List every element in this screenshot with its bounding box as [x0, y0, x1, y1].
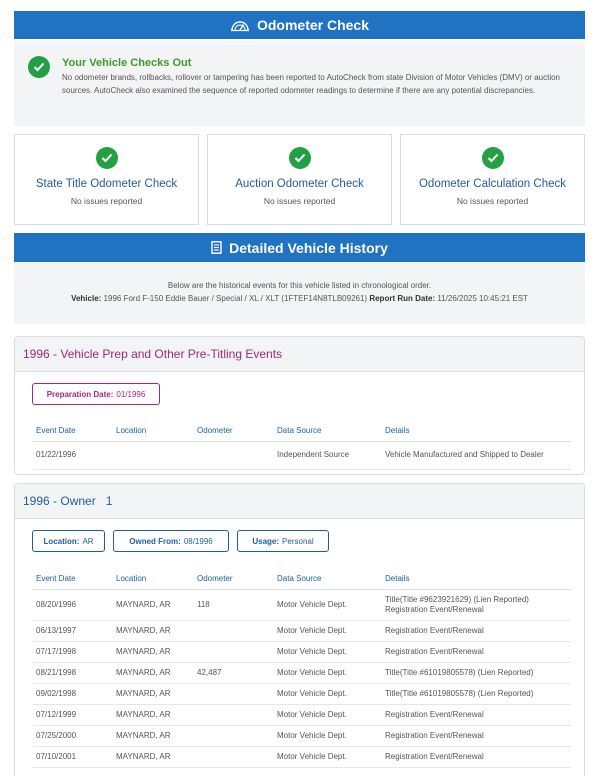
card-title: Auction Odometer Check: [235, 178, 364, 190]
column-header: Data Source: [274, 568, 382, 589]
vehicle-label: Vehicle:: [71, 294, 102, 303]
odometer-check-banner: [14, 11, 585, 39]
history-info: [14, 262, 585, 324]
table-row: 08/21/1998 MAYNARD, AR 42,487 Motor Vehicle Dept. Title(Title #61019805578) (Lien Reported): [33, 662, 571, 683]
section-title: 1996 - Owner 1: [15, 484, 584, 519]
column-header: Event Date: [33, 420, 113, 441]
checks-out-title: Your Vehicle Checks Out: [62, 57, 192, 69]
table-row: 07/17/1998 MAYNARD, AR Motor Vehicle Dept. Registration Event/Renewal: [33, 641, 571, 662]
table-header-row: [33, 568, 571, 589]
state-title-odometer-card: [14, 134, 199, 225]
usage-tag: Usage: Personal: [237, 530, 329, 552]
table-row: 01/22/1996 Independent Source Vehicle Manufactured and Shipped to Dealer: [33, 441, 571, 469]
table-row: 06/13/1997 MAYNARD, AR Motor Vehicle Dept. Registration Event/Renewal: [33, 620, 571, 641]
vehicle-line: [14, 292, 585, 305]
owner-events-table: [33, 568, 571, 768]
detailed-history-banner: [14, 233, 585, 262]
table-row: 07/25/2000 MAYNARD, AR Motor Vehicle Dept. Registration Event/Renewal: [33, 725, 571, 746]
vehicle-value: 1996 Ford F-150 Eddie Bauer / Special / XL / XLT (1FTEF14N8TLB09261): [103, 294, 368, 303]
column-header: Data Source: [274, 420, 382, 441]
card-status: No issues reported: [263, 196, 336, 206]
owned-from-tag: Owned From: 08/1996: [113, 530, 229, 552]
table-row: 09/02/1998 MAYNARD, AR Motor Vehicle Dept. Title(Title #61019805578) (Lien Reported): [33, 683, 571, 704]
check-icon: [28, 56, 50, 78]
location-tag: Location: AR: [32, 530, 105, 552]
column-header: Odometer: [194, 568, 274, 589]
table-row: 07/10/2001 MAYNARD, AR Motor Vehicle Dept. Registration Event/Renewal: [33, 746, 571, 767]
pre-titling-events-table: [33, 420, 571, 470]
vehicle-checks-out-panel: [14, 41, 585, 126]
speedometer-icon: [230, 19, 250, 32]
column-header: Event Date: [33, 568, 113, 589]
check-icon: [289, 147, 311, 169]
banner-title: Detailed Vehicle History: [229, 239, 388, 256]
odometer-check-cards: [14, 134, 585, 225]
check-icon: [96, 147, 118, 169]
table-row: 07/12/1999 MAYNARD, AR Motor Vehicle Dept. Registration Event/Renewal: [33, 704, 571, 725]
section-title: 1996 - Vehicle Prep and Other Pre-Titling Events: [15, 337, 584, 372]
document-icon: [211, 241, 222, 254]
pre-titling-events-section: [14, 336, 585, 475]
run-date-value: 11/26/2025 10:45:21 EST: [437, 294, 528, 303]
table-header-row: [33, 420, 571, 441]
banner-title: Odometer Check: [256, 17, 370, 33]
column-header: Details: [382, 420, 571, 441]
card-status: No issues reported: [456, 196, 529, 206]
column-header: Location: [113, 420, 194, 441]
card-status: No issues reported: [70, 196, 143, 206]
column-header: Odometer: [194, 420, 274, 441]
preparation-date-tag: Preparation Date: 01/1996: [32, 383, 160, 405]
auction-odometer-card: [207, 134, 392, 225]
checks-out-description: No odometer brands, rollbacks, rollover or tampering has been reported to AutoCheck from state Division of Motor Vehicles (DMV) or auction sources. AutoCheck also examined the sequence of reported odometer readings to determine if there are any potential discrepancies.: [62, 73, 561, 95]
table-row: 08/20/1996 MAYNARD, AR 118 Motor Vehicle Dept. Title(Title #9623921629) (Lien Reported) Registration Event/Renewal: [33, 589, 571, 620]
odometer-calculation-card: [400, 134, 585, 225]
column-header: Location: [113, 568, 194, 589]
card-title: State Title Odometer Check: [35, 178, 178, 190]
history-intro: Below are the historical events for this vehicle listed in chronological order.: [167, 281, 432, 290]
check-icon: [482, 147, 504, 169]
card-title: Odometer Calculation Check: [418, 178, 566, 190]
owner-1-section: [14, 483, 585, 776]
run-date-label: Report Run Date:: [369, 294, 436, 303]
column-header: Details: [382, 568, 571, 589]
